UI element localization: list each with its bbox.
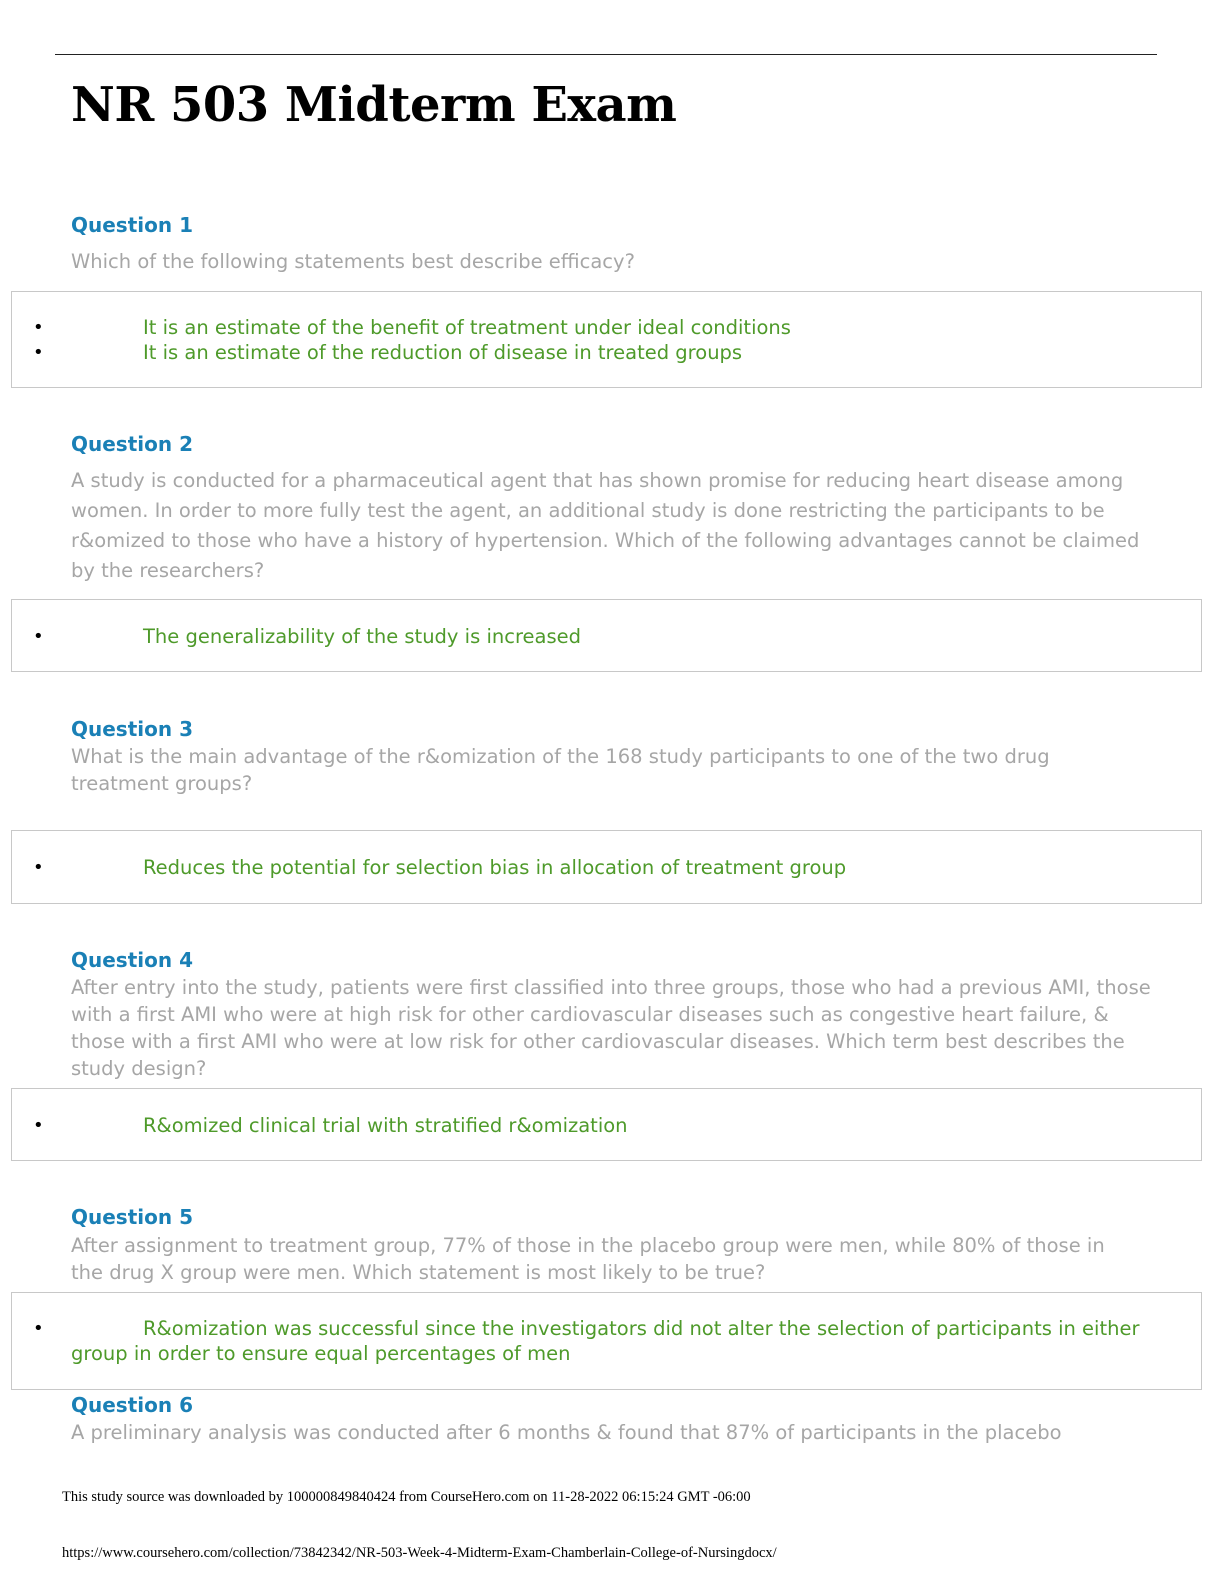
document-title: NR 503 Midterm Exam [71,77,677,133]
question-6-text: A preliminary analysis was conducted after 6 months & found that 87% of participants in the placebo [71,1421,1062,1444]
question-3-text: What is the main advantage of the r&omization of the 168 study participants to one of the two drug treatment groups? [71,745,1050,795]
answer-text: It is an estimate of the reduction of disease in treated groups [143,341,743,364]
answer-item [12,624,1201,649]
question-1-text: Which of the following statements best describe efficacy? [71,250,635,273]
bullet-icon: • [33,857,44,878]
question-2-text: A study is conducted for a pharmaceutical agent that has shown promise for reducing heart disease among women. In order to more fully test the agent, an additional study is done restricting the participants to be r&omized to those who have a history of hypertension. Which of the following advantages cannot be claimed by the researchers? [71,469,1140,582]
answer-text: The generalizability of the study is increased [143,625,582,648]
bullet-icon: • [33,626,44,647]
answer-item [12,340,1201,365]
question-3-answer-box [11,830,1202,904]
question-2-answer-list [12,624,1201,649]
bullet-icon: • [33,317,44,338]
question-3-answer-list [12,855,1201,880]
bullet-icon: • [33,342,44,363]
answer-text: It is an estimate of the benefit of treatment under ideal conditions [143,316,791,339]
bullet-icon: • [33,1318,44,1339]
question-3-label: Question 3 [71,717,193,741]
question-5-answer-list [12,1316,1201,1366]
top-horizontal-rule [55,54,1157,55]
answer-text: Reduces the potential for selection bias in allocation of treatment group [143,856,847,879]
answer-item [12,1113,1201,1138]
question-1-answer-box [11,291,1202,388]
answer-text: R&omized clinical trial with stratified r&omization [143,1114,628,1137]
download-notice: This study source was downloaded by 100000849840424 from CourseHero.com on 11-28-2022 06:15:24 GMT -06:00 [62,1489,751,1505]
question-6-label: Question 6 [71,1393,193,1417]
question-5-text: After assignment to treatment group, 77% of those in the placebo group were men, while 80% of those in the drug X group were men. Which statement is most likely to be true? [71,1234,1105,1284]
bullet-icon: • [33,1115,44,1136]
question-1-label: Question 1 [71,213,193,237]
question-5-label: Question 5 [71,1205,193,1229]
answer-item [12,1316,1201,1366]
question-4-text: After entry into the study, patients were first classified into three groups, those who had a previous AMI, those with a first AMI who were at high risk for other cardiovascular diseases such as congestive heart failure, & those with a first AMI who were at low risk for other cardiovascular diseases. Which term best describes the study design? [71,976,1151,1080]
question-1-answer-list [12,315,1201,365]
answer-item [12,315,1201,340]
question-2-answer-box [11,599,1202,672]
question-4-answer-box [11,1088,1202,1161]
answer-text: R&omization was successful since the investigators did not alter the selection of participants in either group in order to ensure equal percentages of men [71,1317,1140,1365]
question-4-label: Question 4 [71,948,193,972]
source-url: https://www.coursehero.com/collection/73842342/NR-503-Week-4-Midterm-Exam-Chamberlain-College-of-Nursingdocx/ [62,1545,777,1561]
question-5-answer-box [11,1292,1202,1390]
answer-item [12,855,1201,880]
question-4-answer-list [12,1113,1201,1138]
question-2-label: Question 2 [71,432,193,456]
